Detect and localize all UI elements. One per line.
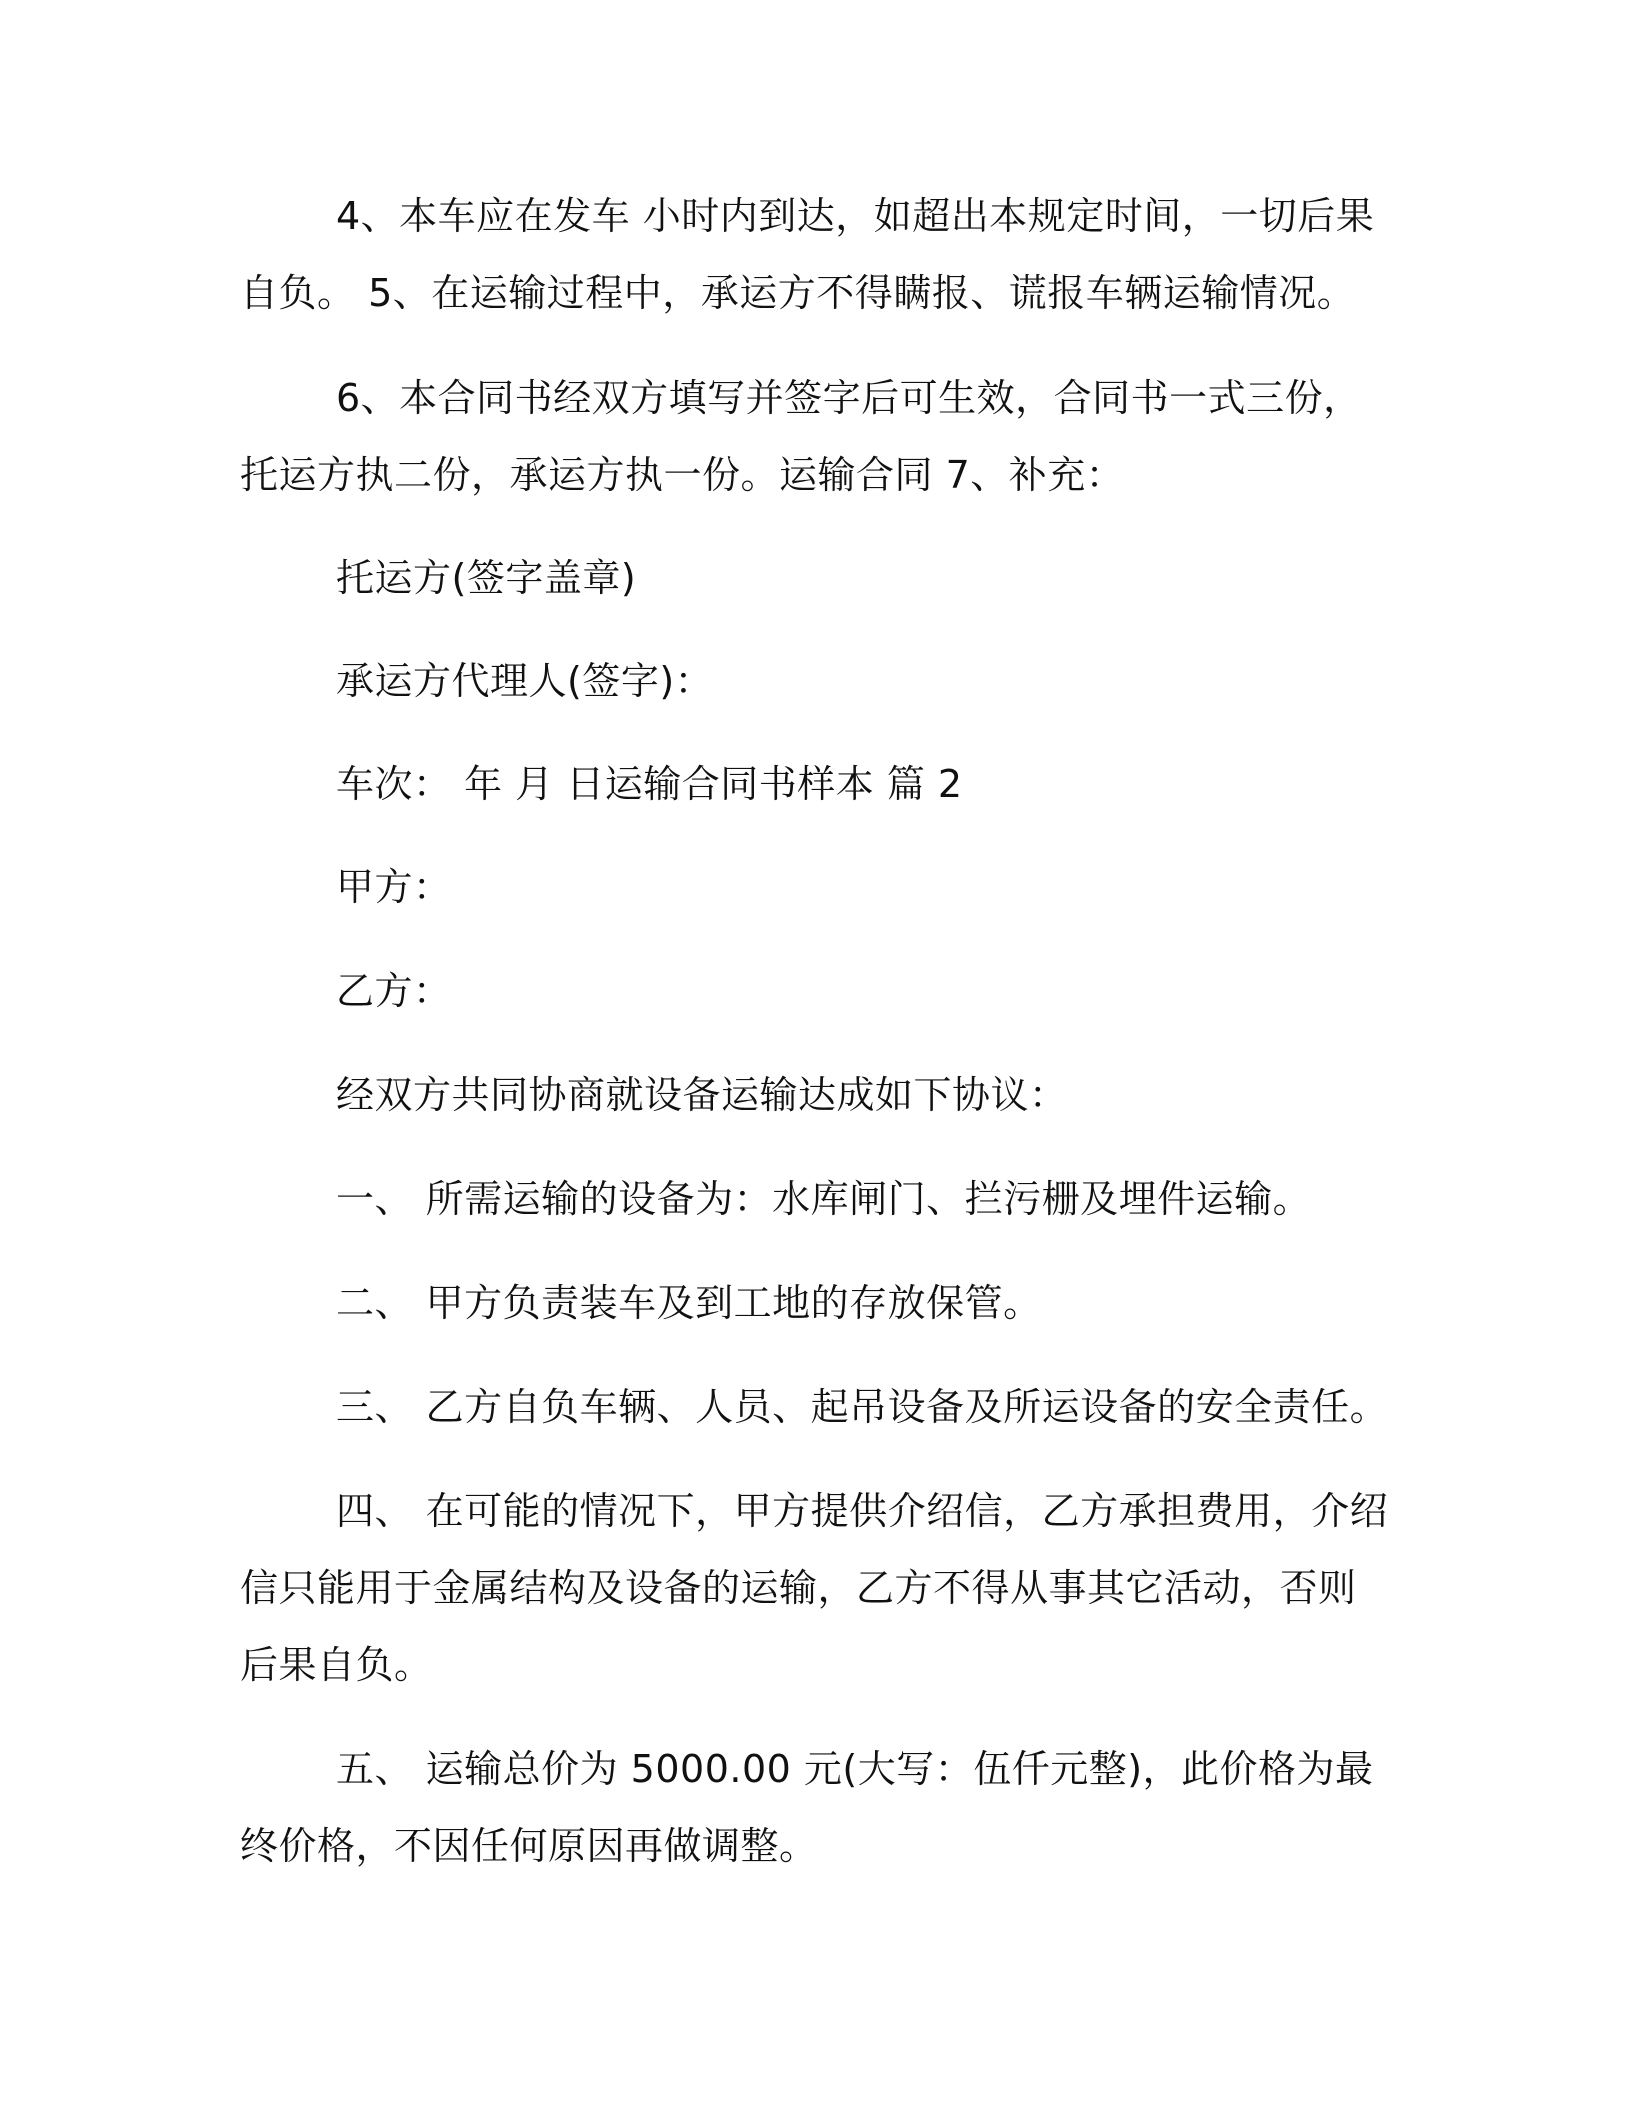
paragraph-text: 五、 运输总价为 5000.00 元(大写：伍仟元整)，此价格为最终价格，不因任何原因再做调整。 [240, 1747, 1374, 1868]
paragraph-clause-6-7 [240, 360, 1390, 514]
clause-five [240, 1731, 1390, 1885]
party-a-line: 甲方： [336, 865, 452, 909]
clause-three: 三、 乙方自负车辆、人员、起吊设备及所运设备的安全责任。 [336, 1385, 1389, 1429]
paragraph-text: 四、 在可能的情况下，甲方提供介绍信，乙方承担费用，介绍信只能用于金属结构及设备的运输，乙方不得从事其它活动，否则后果自负。 [240, 1489, 1389, 1687]
clause-four [240, 1473, 1390, 1704]
carrier-agent-signature-line: 承运方代理人(签字)： [336, 659, 714, 703]
shipper-signature-line: 托运方(签字盖章) [336, 556, 637, 600]
party-b-line: 乙方： [336, 969, 452, 1013]
clause-two: 二、 甲方负责装车及到工地的存放保管。 [336, 1281, 1042, 1325]
trip-date-heading: 车次： 年 月 日运输合同书样本 篇 2 [336, 762, 963, 806]
paragraph-clause-4-5 [240, 178, 1390, 332]
agreement-intro: 经双方共同协商就设备运输达成如下协议： [336, 1073, 1068, 1117]
paragraph-text: 4、本车应在发车 小时内到达，如超出本规定时间，一切后果自负。 5、在运输过程中，承运方不得瞒报、谎报车辆运输情况。 [240, 194, 1375, 315]
clause-one: 一、 所需运输的设备为：水库闸门、拦污栅及埋件运输。 [336, 1177, 1312, 1221]
paragraph-text: 6、本合同书经双方填写并签字后可生效，合同书一式三份，托运方执二份，承运方执一份。运输合同 7、补充： [240, 376, 1362, 497]
